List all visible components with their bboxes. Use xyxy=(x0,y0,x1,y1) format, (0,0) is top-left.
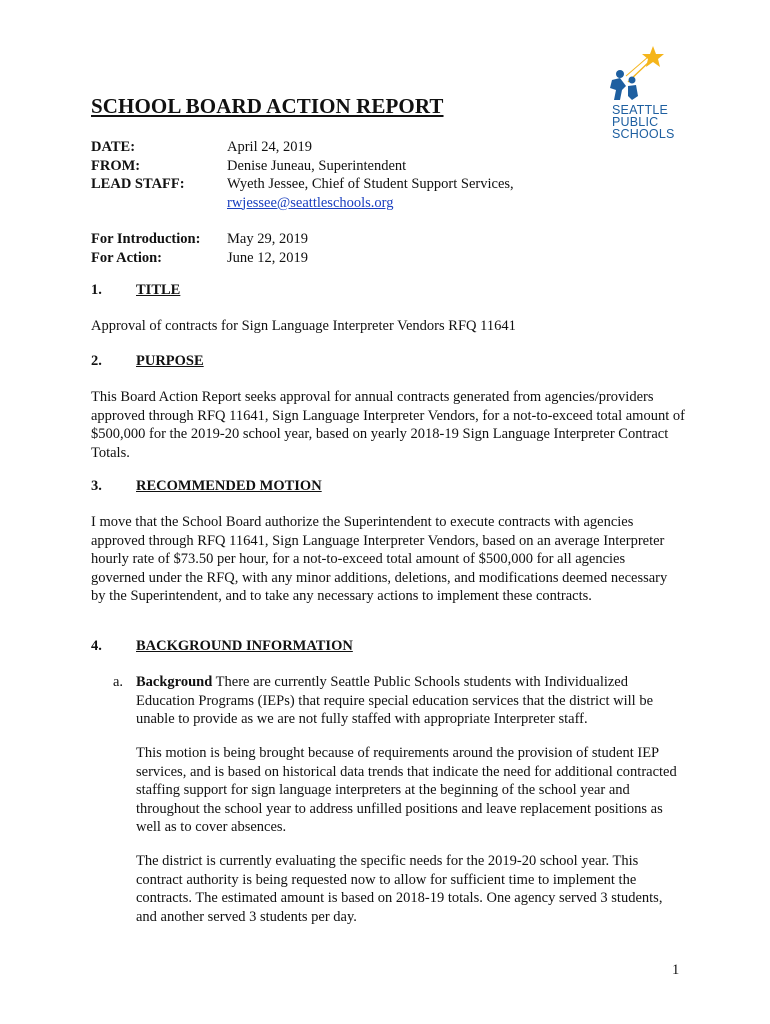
section-2-title: PURPOSE xyxy=(136,353,204,369)
section-2-text: This Board Action Report seeks approval for annual contracts generated from agencies/providers approved through RFQ 11641, Sign Language Interpreter Vendors, for a not-to-exceed total amount of $500,000 for the 2019-20 school year, based on yearly 2018-19 Sign Language Interpreter Contract Totals. xyxy=(91,389,685,461)
date-value: April 24, 2019 xyxy=(227,139,312,155)
background-paragraph-3: The district is currently evaluating the specific needs for the 2019-20 school year. This contract authority is being requested now to allow for sufficient time to implement the contracts. The estimated amount is based on 2018-19 totals. One agency served 3 students, and another served 3 students per day. xyxy=(136,853,663,925)
report-title: SCHOOL BOARD ACTION REPORT xyxy=(91,94,444,118)
action-date: June 12, 2019 xyxy=(227,249,308,266)
background-paragraph-2: This motion is being brought because of requirements around the provision of student IEP services, and is based on historical data trends that indicate the need for additional contracted staffing support for sign language interpreters at the beginning of the school year and throughout the school year to address unfilled positions and leave replacement positions as well as to cover absences. xyxy=(136,745,677,835)
logo-wordmark xyxy=(612,104,675,140)
section-1-heading xyxy=(91,282,180,299)
logo-line-3: SCHOOLS xyxy=(612,127,675,141)
section-4-title: BACKGROUND INFORMATION xyxy=(136,638,353,654)
lead-staff-email-link[interactable]: rwjessee@seattleschools.org xyxy=(227,194,394,211)
introduction-date: May 29, 2019 xyxy=(227,231,308,247)
page-number: 1 xyxy=(672,962,680,978)
section-4-heading xyxy=(91,638,353,655)
section-1-text: Approval of contracts for Sign Language Interpreter Vendors RFQ 11641 xyxy=(91,318,516,334)
item-a-text: There are currently Seattle Public Schools students with Individualized Education Programs (IEPs) that require special education services that the district will be unable to provide as we are not fully staffed with appropriate Interpreter staff. xyxy=(136,674,654,727)
section-3-text: I move that the School Board authorize the Superintendent to execute contracts with agencies approved through RFQ 11641, Sign Language Interpreter Vendors, based on an average Interpreter hourly rate of $73.50 per hour, for a not-to-exceed total amount of $500,000 for all agencies governed under the RFQ, with any minor additions, deletions, and modifications deemed necessary by the Superintendent, and to take any necessary actions to implement these contracts. xyxy=(91,514,668,604)
report-metadata xyxy=(91,138,514,267)
from-label: FROM: xyxy=(91,157,141,174)
background-item-a xyxy=(113,673,693,729)
from-value: Denise Juneau, Superintendent xyxy=(227,157,407,174)
lead-staff-label: LEAD STAFF: xyxy=(91,176,185,192)
section-3-heading xyxy=(91,478,322,495)
section-2-heading xyxy=(91,353,204,370)
section-2-number: 2. xyxy=(91,353,102,369)
section-3-number: 3. xyxy=(91,478,102,494)
section-1-number: 1. xyxy=(91,282,102,298)
action-label: For Action: xyxy=(91,249,163,266)
date-label: DATE: xyxy=(91,139,136,155)
section-3-title: RECOMMENDED MOTION xyxy=(136,478,322,494)
lead-staff-value: Wyeth Jessee, Chief of Student Support Services, xyxy=(227,176,514,192)
item-a-label: Background xyxy=(136,674,213,690)
item-a-letter: a. xyxy=(113,674,124,690)
logo-line-1: SEATTLE xyxy=(612,103,669,117)
section-1-title: TITLE xyxy=(136,282,181,298)
section-4-number: 4. xyxy=(91,638,102,654)
introduction-label: For Introduction: xyxy=(91,231,201,247)
logo-line-2: PUBLIC xyxy=(612,115,659,129)
